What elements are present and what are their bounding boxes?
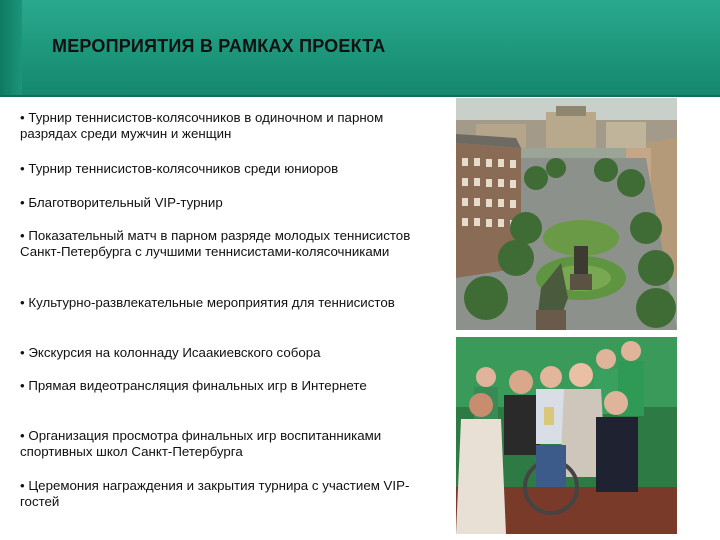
city-square-photo bbox=[456, 98, 677, 330]
list-item: • Культурно-развлекательные мероприятия для теннисистов bbox=[20, 295, 395, 310]
list-item: • Турнир теннисистов-колясочников в одиночном и парном разрядах среди мужчин и женщин bbox=[20, 110, 384, 141]
header-banner bbox=[0, 0, 720, 97]
list-item: • Показательный матч в парном разряде молодых теннисистов Санкт-Петербурга с лучшими теннисистами-колясочниками bbox=[20, 228, 411, 259]
list-item: • Организация просмотра финальных игр воспитанниками спортивных школ Санкт-Петербурга bbox=[20, 428, 382, 459]
list-item: • Экскурсия на колоннаду Исаакиевского собора bbox=[20, 345, 321, 360]
list-item: • Прямая видеотрансляция финальных игр в Интернете bbox=[20, 378, 367, 393]
header-accent-strip bbox=[0, 0, 22, 95]
awards-group-photo bbox=[456, 337, 677, 534]
list-item: • Благотворительный VIP-турнир bbox=[20, 195, 223, 210]
page-title: МЕРОПРИЯТИЯ В РАМКАХ ПРОЕКТА bbox=[52, 36, 386, 56]
list-item: • Турнир теннисистов-колясочников среди юниоров bbox=[20, 161, 339, 176]
list-item: • Церемония награждения и закрытия турнира с участием VIP-гостей bbox=[20, 478, 410, 509]
